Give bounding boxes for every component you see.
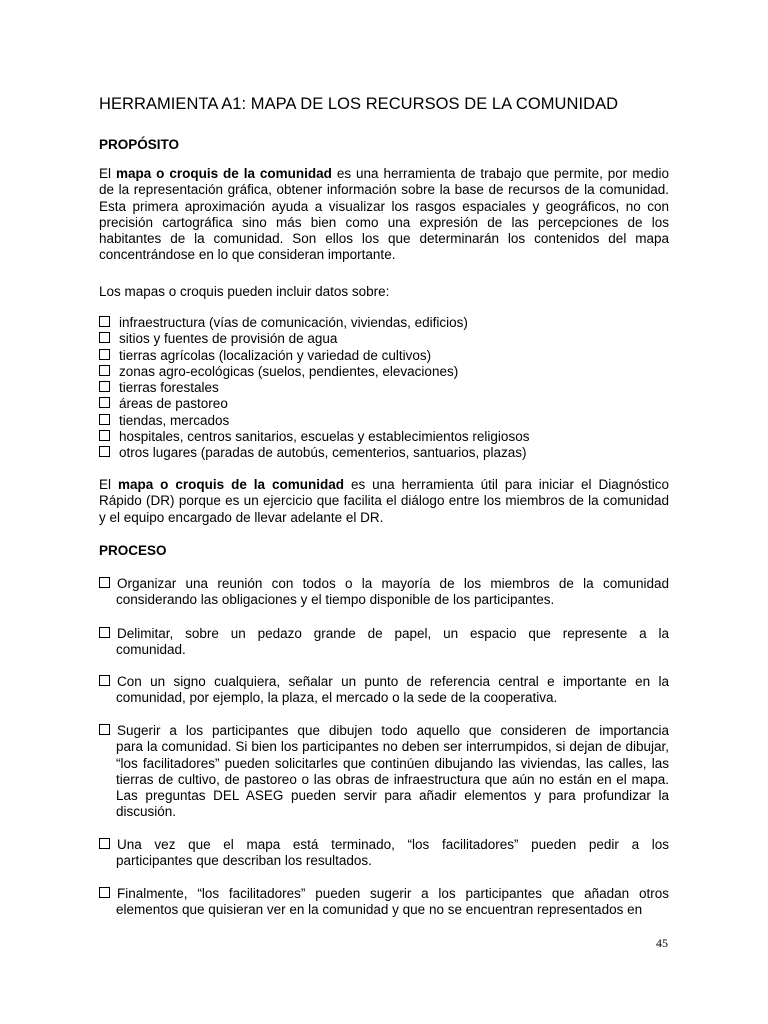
list-item-label: zonas agro-ecológicas (suelos, pendientes, elevaciones) <box>119 363 459 379</box>
process-step-body: elementos que quisieran ver en la comunidad y que no se encuentran representados en <box>116 902 643 918</box>
checkbox-icon <box>99 675 110 686</box>
list-item <box>99 331 529 347</box>
process-step-body: comunidad. <box>116 642 186 658</box>
checkbox-icon <box>99 446 110 457</box>
process-step <box>99 576 669 609</box>
list-item-label: tierras forestales <box>119 380 219 396</box>
purpose-paragraph-bold: mapa o croquis de la comunidad <box>115 166 332 181</box>
process-step-lead: Una vez que el mapa está terminado, “los facilitadores” pueden pedir a los <box>117 837 669 852</box>
process-heading: PROCESO <box>99 543 167 558</box>
process-step-body: comunidad, por ejemplo, la plaza, el mercado o la sede de la cooperativa. <box>116 690 558 706</box>
process-step-lead: Con un signo cualquiera, señalar un punto de referencia central e importante en la <box>117 674 669 689</box>
process-step <box>99 723 669 821</box>
checkbox-icon <box>99 887 110 898</box>
process-step <box>99 674 669 707</box>
list-item <box>99 348 529 364</box>
process-step-lead: Organizar una reunión con todos o la mayoría de los miembros de la comunidad <box>117 576 669 591</box>
list-item-label: tiendas, mercados <box>119 412 230 428</box>
checkbox-icon <box>99 365 110 376</box>
checkbox-icon <box>99 838 110 849</box>
dr-paragraph-bold: mapa o croquis de la comunidad <box>117 477 344 492</box>
list-item <box>99 364 529 380</box>
checkbox-icon <box>99 724 110 735</box>
list-item <box>99 396 529 412</box>
list-item <box>99 413 529 429</box>
dr-paragraph-body: es una herramienta útil para iniciar el Diagnóstico Rápido (DR) porque es un ejercicio que facilita el diálogo entre los miembros de la comunidad y el equipo encargado de llevar adelante el DR. <box>99 477 669 525</box>
list-item-label: infraestructura (vías de comunicación, viviendas, edificios) <box>119 315 468 330</box>
dr-paragraph <box>99 477 669 526</box>
list-item-label: áreas de pastoreo <box>119 396 228 412</box>
list-item <box>99 429 529 445</box>
process-step <box>99 886 669 919</box>
list-item <box>99 315 529 331</box>
purpose-paragraph-lead: El <box>99 166 116 181</box>
checkbox-icon <box>99 627 110 638</box>
checkbox-icon <box>99 430 110 441</box>
checkbox-icon <box>99 349 110 360</box>
checkbox-icon <box>99 414 110 425</box>
process-step-lead: Delimitar, sobre un pedazo grande de papel, un espacio que represente a la <box>117 626 669 641</box>
process-step <box>99 626 669 659</box>
list-item <box>99 380 529 396</box>
list-item <box>99 445 529 461</box>
list-item-label: tierras agrícolas (localización y variedad de cultivos) <box>119 347 432 363</box>
purpose-paragraph-body: es una herramienta de trabajo que permite, por medio de la representación gráfica, obtener información sobre la base de recursos de la comunidad. Esta primera aproximación ayuda a visualizar los rasgos espaciales y geográficos, no con precisión cartográfica sino más bien como una expresión de las percepciones de los habitantes de la comunidad. Son ellos los que determinarán los contenidos del mapa concentrándose en lo que consideran importante. <box>99 166 669 263</box>
resource-checklist <box>99 315 529 462</box>
page-title: HERRAMIENTA A1: MAPA DE LOS RECURSOS DE LA COMUNIDAD <box>99 95 619 113</box>
purpose-paragraph <box>99 166 669 264</box>
process-step-lead: Finalmente, “los facilitadores” pueden sugerir a los participantes que añadan otros <box>117 886 669 901</box>
process-step-body: para la comunidad. Si bien los participantes no deben ser interrumpidos, si dejan de dibujar, “los facilitadores” pueden solicitarles que continúen dibujando las viviendas, las calles, las tierras de cultivo, de pastoreo o las obras de infraestructura que aún no están en el mapa. Las preguntas DEL ASEG pueden servir para añadir elementos y para profundizar la discusión. <box>116 739 669 820</box>
checkbox-icon <box>99 381 110 392</box>
process-step-body: considerando las obligaciones y el tiempo disponible de los participantes. <box>116 592 555 608</box>
process-step-lead: Sugerir a los participantes que dibujen todo aquello que consideren de importancia <box>117 723 669 738</box>
purpose-heading: PROPÓSITO <box>99 137 180 152</box>
dr-paragraph-lead: El <box>99 477 118 492</box>
checkbox-icon <box>99 316 110 327</box>
process-step <box>99 837 669 870</box>
checkbox-icon <box>99 397 110 408</box>
checkbox-icon <box>99 332 110 343</box>
list-item-label: hospitales, centros sanitarios, escuelas y establecimientos religiosos <box>119 429 530 445</box>
process-step-body: participantes que describan los resultados. <box>116 853 372 869</box>
checkbox-icon <box>99 577 110 588</box>
list-item-label: otros lugares (paradas de autobús, cementerios, santuarios, plazas) <box>119 445 527 461</box>
page-number: 45 <box>656 936 668 950</box>
list-item-label: sitios y fuentes de provisión de agua <box>119 331 338 347</box>
list-intro: Los mapas o croquis pueden incluir datos sobre: <box>99 284 390 299</box>
